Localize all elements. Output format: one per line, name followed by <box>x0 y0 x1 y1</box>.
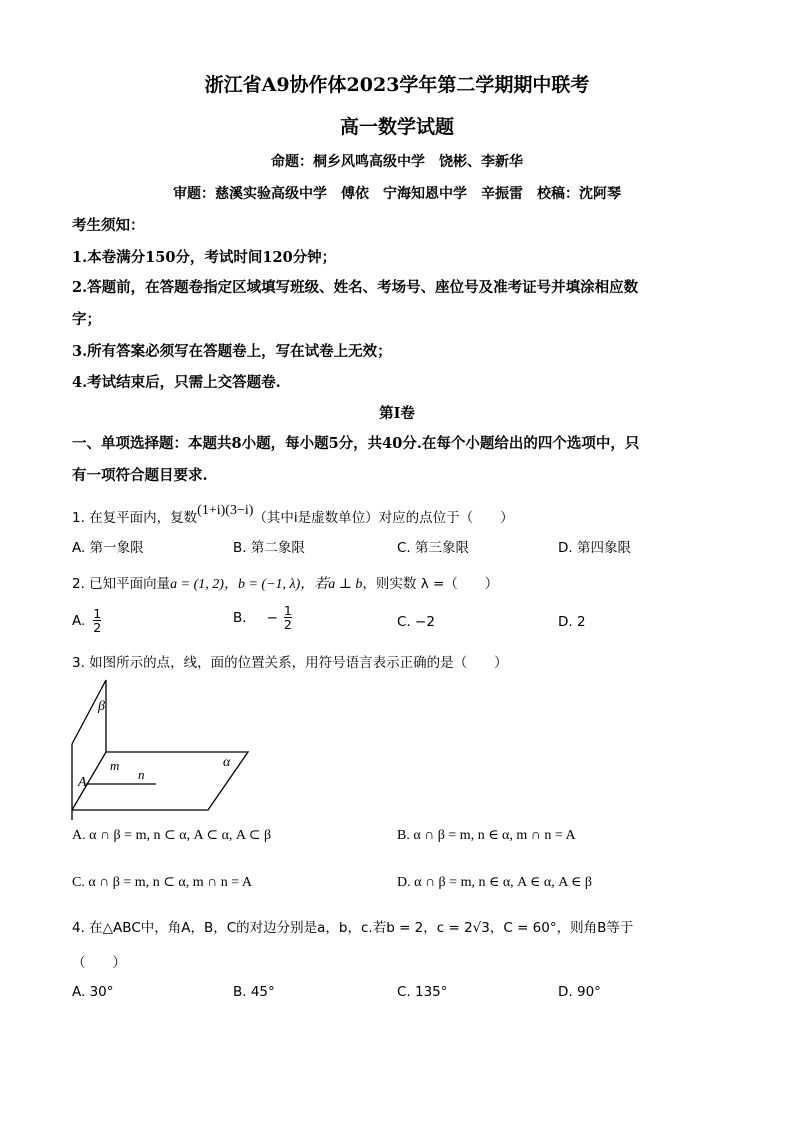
q1-option-a[interactable]: A. 第一象限 <box>72 540 144 556</box>
q4-option-c[interactable]: C. 135° <box>397 984 448 1000</box>
q2-vector-a: a = (1, 2)， <box>170 577 238 592</box>
question-2 <box>72 572 498 593</box>
fraction-numerator: 1 <box>93 606 102 621</box>
q2-suffix: ，则实数 λ =（ ） <box>362 576 499 592</box>
q2-option-a-label: A. <box>72 612 86 629</box>
fraction-denominator: 2 <box>93 620 102 636</box>
part-heading-line1: 一、单项选择题：本题共8小题，每小题5分，共40分.在每个小题给出的四个选项中，只 <box>72 435 640 452</box>
q2-perp: a ⊥ b <box>328 577 363 592</box>
q2-vector-b: b = (−1, λ)，若 <box>237 577 329 592</box>
notice-item-4: 4.考试结束后，只需上交答题卷. <box>72 374 281 391</box>
q3-option-c-text: C. α ∩ β = m, n ⊂ α, m ∩ n = A <box>72 875 252 890</box>
label-n: n <box>138 767 145 782</box>
volume-heading: 第Ⅰ卷 <box>379 405 415 422</box>
fraction-numerator: 1 <box>283 603 292 618</box>
authors-line: 命题：桐乡风鸣高级中学 饶彬、李新华 <box>271 154 523 170</box>
q2-option-b-sign: − <box>266 609 278 626</box>
q3-option-b[interactable] <box>397 827 576 844</box>
notice-item-2: 2.答题前，在答题卷指定区域填写班级、姓名、考场号、座位号及准考证号并填涂相应数 <box>72 279 639 296</box>
q2-option-c[interactable]: C. −2 <box>397 614 435 630</box>
question-4: 4. 在△ABC中，角A，B，C的对边分别是a，b，c.若b = 2，c = 2√3，C = 60°，则角B等于 <box>72 920 634 936</box>
label-alpha: α <box>223 755 231 770</box>
fraction-denominator: 2 <box>283 617 292 633</box>
planes-figure <box>68 672 308 822</box>
q2-prefix: 2. 已知平面向量 <box>72 576 171 592</box>
question-1 <box>72 503 514 527</box>
notice-heading: 考生须知： <box>72 217 145 234</box>
notice-item-2-cont: 字； <box>72 311 101 328</box>
part-heading-line2: 有一项符合题目要求. <box>72 467 208 484</box>
q1-option-c[interactable]: C. 第三象限 <box>397 540 470 556</box>
q2-option-a-fraction <box>93 607 101 634</box>
plane-beta-outline <box>72 680 106 752</box>
label-beta: β <box>98 699 105 714</box>
q3-option-a[interactable] <box>72 827 271 844</box>
q2-option-a[interactable] <box>72 607 101 634</box>
q4-option-d[interactable]: D. 90° <box>558 984 601 1000</box>
q1-option-b[interactable]: B. 第二象限 <box>233 540 305 556</box>
reviewers-line: 审题：慈溪实验高级中学 傅依 宁海知恩中学 辛振雷 校稿：沈阿琴 <box>173 186 621 202</box>
q2-option-b-label: B. <box>233 609 247 626</box>
q1-option-d[interactable]: D. 第四象限 <box>558 540 631 556</box>
question-4-answer-paren: （ ） <box>72 955 126 971</box>
plane-alpha-outline <box>72 752 248 810</box>
q3-option-c[interactable] <box>72 874 252 891</box>
q3-option-a-text: A. α ∩ β = m, n ⊂ α, A ⊂ α, A ⊂ β <box>72 828 272 843</box>
q2-option-b[interactable] <box>233 604 292 631</box>
notice-item-3: 3.所有答案必须写在答题卷上，写在试卷上无效； <box>72 343 392 360</box>
q1-prefix: 1. 在复平面内，复数 <box>72 510 198 526</box>
notice-item-1: 1.本卷满分150分，考试时间120分钟； <box>72 249 337 266</box>
q3-option-d[interactable] <box>397 874 592 891</box>
q2-option-b-fraction <box>284 604 292 631</box>
q4-option-b[interactable]: B. 45° <box>233 984 275 1000</box>
q3-option-d-text: D. α ∩ β = m, n ∈ α, A ∈ α, A ∈ β <box>397 875 593 890</box>
q2-option-d[interactable]: D. 2 <box>558 614 586 630</box>
q4-option-a[interactable]: A. 30° <box>72 984 114 1000</box>
label-A: A <box>78 775 87 790</box>
q1-expression: (1+i)(3−i) <box>197 503 254 518</box>
label-m: m <box>110 758 120 773</box>
q3-option-b-text: B. α ∩ β = m, n ∈ α, m ∩ n = A <box>397 828 576 843</box>
exam-title: 浙江省A9协作体2023学年第二学期期中联考 <box>204 74 590 96</box>
exam-subtitle: 高一数学试题 <box>339 116 454 138</box>
q1-suffix: （其中i是虚数单位）对应的点位于（ ） <box>253 510 514 526</box>
question-3: 3. 如图所示的点，线，面的位置关系，用符号语言表示正确的是（ ） <box>72 655 508 671</box>
